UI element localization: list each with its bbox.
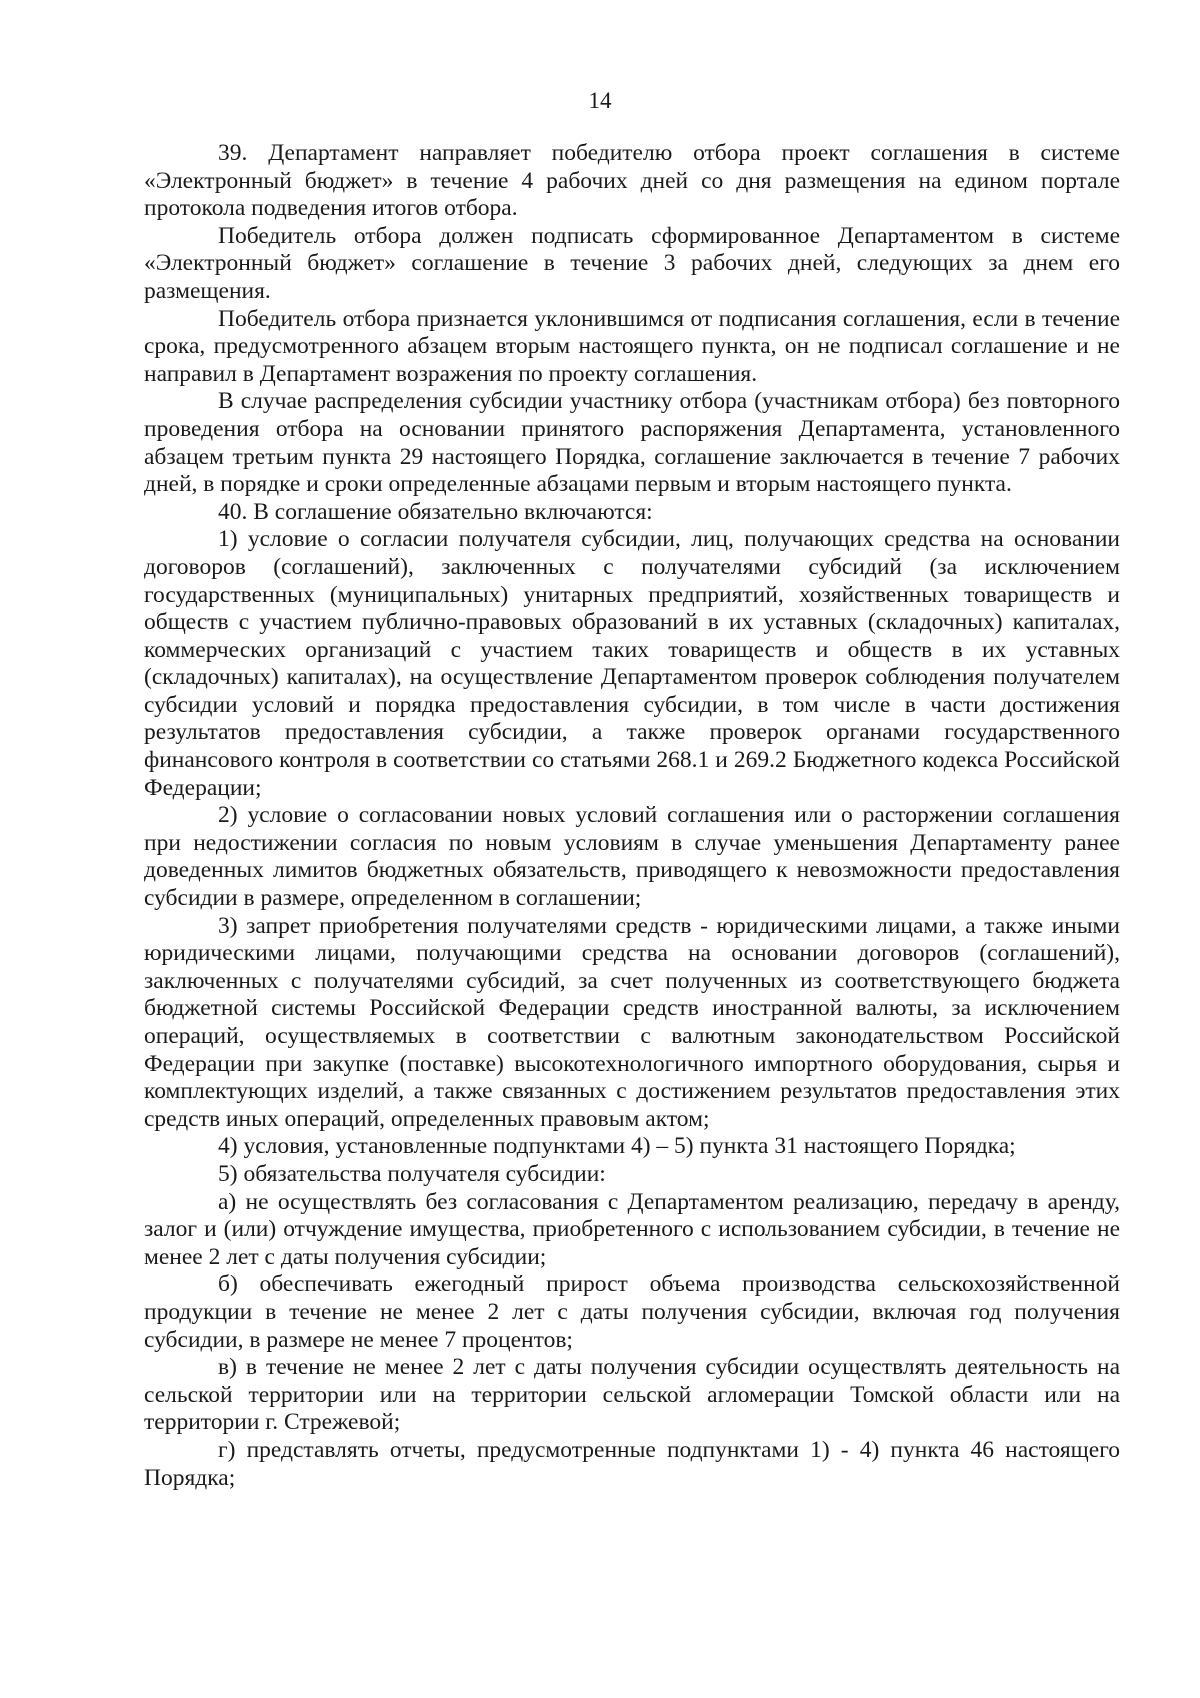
paragraph-40-item-5g: г) представлять отчеты, предусмотренные подпунктами 1) - 4) пункта 46 настоящего Порядка; <box>144 1436 1120 1491</box>
paragraph-40: 40. В соглашение обязательно включаются: <box>218 498 653 525</box>
page-number: 14 <box>588 88 612 113</box>
paragraph-39-signing: Победитель отбора должен подписать сформированное Департаментом в системе «Электронный бюджет» соглашение в течение 3 рабочих дней, следующих за днем его размещения. <box>144 222 1120 304</box>
paragraph-40-item-2: 2) условие о согласовании новых условий соглашения или о расторжении соглашения при недостижении согласия по новым условиям в случае уменьшения Департаменту ранее доведенных лимитов бюджетных обязательств, приводящего к невозможности предоставления субсидии в размере, определенном в соглашении; <box>144 802 1120 912</box>
paragraph-40-item-5b: б) обеспечивать ежегодный прирост объема производства сельскохозяйственной продукции в течение не менее 2 лет с даты получения субсидии, включая год получения субсидии, в размере не менее 7 процентов; <box>144 1271 1120 1353</box>
paragraph-40-item-5v: в) в течение не менее 2 лет с даты получения субсидии осуществлять деятельность на сельской территории или на территории сельской агломерации Томской области или на территории г. Стрежевой; <box>144 1354 1120 1436</box>
paragraph-39-evasion: Победитель отбора признается уклонившимся от подписания соглашения, если в течение срока, предусмотренного абзацем вторым настоящего пункта, он не подписал соглашение и не направил в Департамент возражения по проекту соглашения. <box>144 305 1120 387</box>
paragraph-40-item-3: 3) запрет приобретения получателями средств - юридическими лицами, а также иными юридическими лицами, получающими средства на основании договоров (соглашений), заключенных с получателями субсидий, за счет полученных из соответствующего бюджета бюджетной системы Российской Федерации средств иностранной валюты, за исключением операций, осуществляемых в соответствии с валютным законодательством Российской Федерации при закупке (поставке) высокотехнологичного импортного оборудования, сырья и комплектующих изделий, а также связанных с достижением результатов предоставления этих средств иных операций, определенных правовым актом; <box>144 912 1120 1132</box>
paragraph-39: 39. Департамент направляет победителю отбора проект соглашения в системе «Электронный бюджет» в течение 4 рабочих дней со дня размещения на едином портале протокола подведения итогов отбора. <box>144 140 1120 222</box>
paragraph-39-distribution: В случае распределения субсидии участнику отбора (участникам отбора) без повторного проведения отбора на основании принятого распоряжения Департамента, установленного абзацем третьим пункта 29 настоящего Порядка, соглашение заключается в течение 7 рабочих дней, в порядке и сроки определенные абзацами первым и вторым настоящего пункта. <box>144 388 1120 498</box>
paragraph-40-item-1: 1) условие о согласии получателя субсидии, лиц, получающих средства на основании договоров (соглашений), заключенных с получателями субсидий (за исключением государственных (муниципальных) унитарных предприятий, хозяйственных товариществ и обществ с участием публично-правовых образований в их уставных (складочных) капиталах, коммерческих организаций с участием таких товариществ и обществ в их уставных (складочных) капиталах), на осуществление Департаментом проверок соблюдения получателем субсидии условий и порядка предоставления субсидии, в том числе в части достижения результатов предоставления субсидии, а также проверок органами государственного финансового контроля в соответствии со статьями 268.1 и 269.2 Бюджетного кодекса Российской Федерации; <box>144 526 1120 801</box>
document-body <box>144 140 1120 1492</box>
paragraph-40-item-4: 4) условия, установленные подпунктами 4) – 5) пункта 31 настоящего Порядка; <box>218 1133 1016 1160</box>
paragraph-40-item-5a: а) не осуществлять без согласования с Департаментом реализацию, передачу в аренду, залог и (или) отчуждение имущества, приобретенного с использованием субсидии, в течение не менее 2 лет с даты получения субсидии; <box>144 1188 1120 1270</box>
paragraph-40-item-5: 5) обязательства получателя субсидии: <box>218 1160 606 1187</box>
